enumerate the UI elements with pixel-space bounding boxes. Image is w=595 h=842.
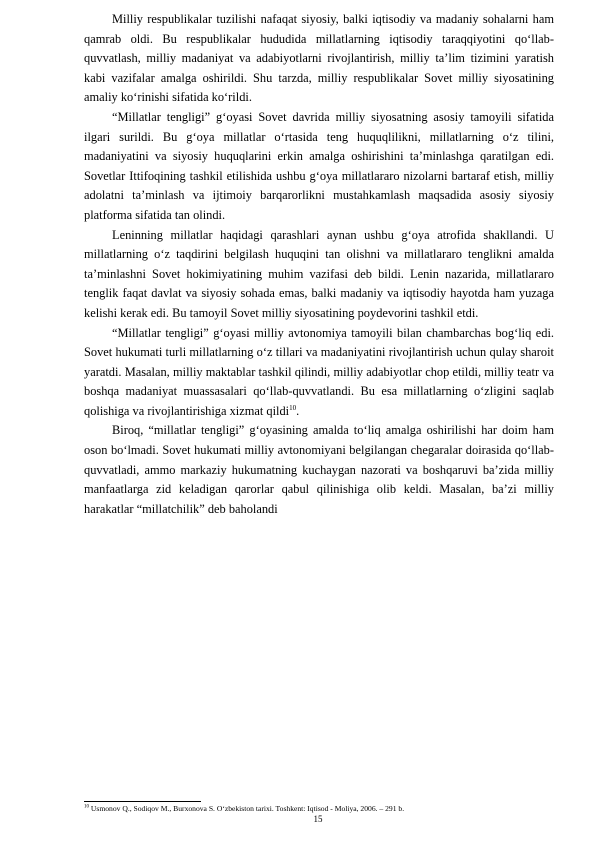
- footnote-number: 10: [84, 804, 89, 810]
- paragraph-4-text: “Millatlar tengligi” g‘oyasi milliy avtonomiya tamoyili bilan chambarchas bog‘liq edi. Sovet hukumati turli millatlarning o‘z tillari va madaniyatini rivojlantirish uchun qulay sharoit yaratdi. Masalan, milliy maktablar tashkil qilindi, milliy adabiyotlar chop etildi, milliy teatr va boshqa madaniyat muassasalari qo‘llab-quvvatlandi. Bu esa millatlarning o‘zligini saqlab qolishiga va rivojlantirishiga xizmat qildi: [84, 325, 554, 418]
- page-number: 15: [313, 814, 323, 824]
- paragraph-4: [84, 324, 554, 422]
- footnote-reference[interactable]: 10: [289, 403, 297, 412]
- paragraph-5: Biroq, “millatlar tengligi” g‘oyasining amalda to‘liq amalga oshirilishi har doim ham oson bo‘lmadi. Sovet hukumati milliy avtonomiyani belgilangan chegaralar doirasida qo‘llab-quvvatladi, ammo markaziy hukumatning kuchaygan nazorati va boshqaruvi ba’zida milliy manfaatlarga zid keladigan qarorlar qabul qilinishiga olib keldi. Masalan, ba’zi milliy harakatlar “millatchilik” deb baholandi: [84, 423, 554, 516]
- footnote-separator: [84, 801, 201, 802]
- footnote: [84, 804, 554, 814]
- paragraph-1: Milliy respublikalar tuzilishi nafaqat siyosiy, balki iqtisodiy va madaniy sohalarni ham qamrab oldi. Bu respublikalar hududida millatlarning iqtisodiy taraqqiyotini qo‘llab-quvvatlash, milliy madaniyat va adabiyotlarni rivojlantirish, milliy ta’lim tizimini yaratish kabi vazifalar amalga oshirildi. Shu tarzda, milliy respublikalar Sovet milliy siyosatining amaliy ko‘rinishi sifatida ko‘rildi.: [84, 12, 554, 105]
- paragraph-2: “Millatlar tengligi” g‘oyasi Sovet davrida milliy siyosatning asosiy tamoyili sifatida ilgari surildi. Bu g‘oya millatlar o‘rtasida teng huquqlilikni, millatlarning o‘z tilini, madaniyatini va siyosiy huquqlarini erkin amalga oshirishini ta’minlashga qaratilgan edi. Sovetlar Ittifoqining tashkil etilishida ushbu g‘oya millatlararo nizolarni bartaraf etish, milliy adolatni ta’minlash va ijtimoiy barqarorlikni mustahkamlash maqsadida asosiy siyosiy platforma sifatida tan olindi.: [84, 109, 554, 222]
- paragraph-4-end: .: [296, 403, 300, 418]
- body-text: [84, 10, 554, 519]
- footnote-text: Usmonov Q., Sodiqov M., Burxonova S. O‘zbekiston tarixi. Toshkent: Iqtisod - Moliya, 2006. – 291 b.: [89, 804, 405, 813]
- paragraph-3: Leninning millatlar haqidagi qarashlari aynan ushbu g‘oya atrofida shakllandi. U millatlarning o‘z taqdirini belgilash huquqini tan olishni va millatlararo tenglikni amalda ta’minlashni Sovet hokimiyatining muhim vazifasi deb bildi. Lenin nazarida, millatlararo tenglik faqat davlat va siyosiy sohada emas, balki madaniy va iqtisodiy hayotda ham yuzaga kelishi kerak edi. Bu tamoyil Sovet milliy siyosatining poydevorini tashkil etdi.: [84, 227, 554, 320]
